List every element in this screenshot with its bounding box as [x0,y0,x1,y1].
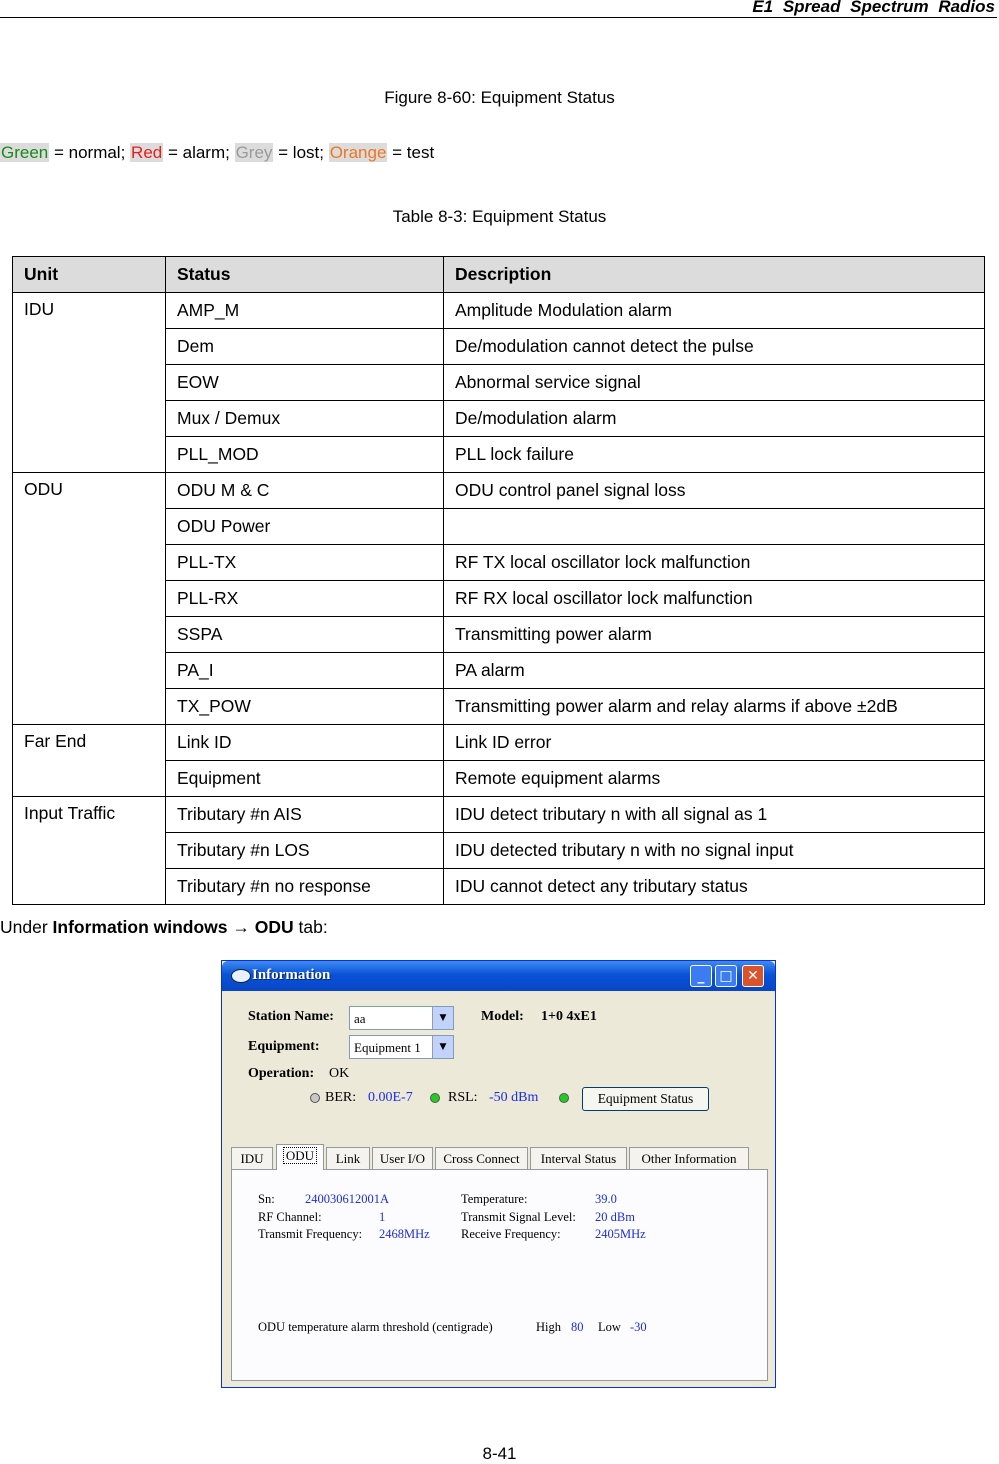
header-description: Description [444,257,985,293]
station-name-select[interactable] [349,1006,454,1030]
status-cell: PLL-RX [166,581,444,617]
station-name-label: Station Name: [248,1009,334,1024]
operation-label: Operation: [248,1066,315,1081]
description-cell: RF TX local oscillator lock malfunction [444,545,985,581]
status-cell: ODU Power [166,509,444,545]
status-cell: AMP_M [166,293,444,329]
status-cell: EOW [166,365,444,401]
status-cell: PLL_MOD [166,437,444,473]
chevron-down-icon[interactable]: ▼ [432,1036,453,1058]
table-row [13,725,985,761]
equipment-status-button[interactable]: Equipment Status [582,1087,709,1111]
header-unit: Unit [13,257,166,293]
tab-interval-status[interactable]: Interval Status [530,1147,627,1169]
description-cell: RF RX local oscillator lock malfunction [444,581,985,617]
page-number: 8-41 [482,1444,517,1463]
model-label: Model: [481,1009,524,1024]
figure-caption: Figure 8-60: Equipment Status [384,88,615,107]
ber-led-icon [310,1093,320,1103]
equipment-label: Equipment: [248,1039,320,1054]
description-cell: PLL lock failure [444,437,985,473]
rf-channel-label: RF Channel: [258,1210,322,1224]
description-cell: PA alarm [444,653,985,689]
legend-red-desc: = alarm; [163,143,235,162]
tab-user-io[interactable]: User I/O [372,1147,433,1169]
close-button[interactable]: ✕ [742,965,764,987]
description-cell: IDU detected tributary n with no signal input [444,833,985,869]
legend-grey-desc: = lost; [273,143,329,162]
legend-grey: Grey [235,143,273,162]
description-cell: IDU cannot detect any tributary status [444,869,985,905]
transmit-signal-level-label: Transmit Signal Level: [461,1210,576,1224]
table-caption: Table 8-3: Equipment Status [392,207,607,226]
station-name-value: aa [354,1011,366,1026]
high-label: High [536,1320,561,1334]
page-header [0,0,997,18]
status-cell: SSPA [166,617,444,653]
tab-link[interactable]: Link [326,1147,370,1169]
description-cell: Link ID error [444,725,985,761]
equipment-value: Equipment 1 [354,1040,421,1055]
ber-value: 0.00E-7 [368,1090,413,1105]
table-row [13,293,985,329]
legend-orange: Orange [329,143,387,162]
low-label: Low [598,1320,621,1334]
table-row [13,797,985,833]
legend-green: Green [1,143,49,162]
high-value: 80 [571,1320,584,1334]
equipment-select[interactable] [349,1035,454,1059]
chevron-down-icon[interactable]: ▼ [432,1007,453,1029]
description-cell: Transmitting power alarm [444,617,985,653]
minimize-button[interactable]: _ [690,965,712,987]
under-bold-odu: ODU [254,917,294,937]
rsl-label: RSL: [448,1090,478,1105]
under-bold-info: Information windows [52,917,228,937]
rsl-value: -50 dBm [489,1090,539,1105]
sn-value: 240030612001A [305,1192,390,1206]
rf-channel-value: 1 [379,1210,386,1224]
transmit-frequency-value: 2468MHz [379,1227,430,1241]
status-cell: Equipment [166,761,444,797]
dialog-titlebar[interactable] [222,961,775,991]
legend-red: Red [131,143,163,162]
tab-odu[interactable]: ODU [276,1144,324,1170]
unit-cell: IDU [13,293,166,473]
sn-label: Sn: [258,1192,275,1206]
status-cell: PLL-TX [166,545,444,581]
legend-green-desc: = normal; [49,143,131,162]
dialog-title: Information [252,967,331,983]
receive-frequency-value: 2405MHz [595,1227,646,1241]
status-cell: Tributary #n LOS [166,833,444,869]
description-cell: Abnormal service signal [444,365,985,401]
transmit-frequency-label: Transmit Frequency: [258,1227,363,1241]
unit-cell: Input Traffic [13,797,166,905]
receive-frequency-label: Receive Frequency: [461,1227,561,1241]
status-cell: TX_POW [166,689,444,725]
status-led-icon [559,1093,569,1103]
maximize-button[interactable]: □ [715,965,737,987]
temperature-label: Temperature: [461,1192,528,1206]
low-value: -30 [630,1320,647,1334]
app-eye-icon [231,969,251,983]
description-cell: IDU detect tributary n with all signal as 1 [444,797,985,833]
information-dialog [221,960,776,1388]
transmit-signal-level-value: 20 dBm [595,1210,635,1224]
color-legend [0,143,434,163]
ber-label: BER: [325,1090,357,1105]
threshold-label: ODU temperature alarm threshold (centigrade) [258,1320,493,1334]
arrow-icon: → [227,917,255,937]
table-header-row [13,257,985,293]
operation-value: OK [329,1066,350,1081]
legend-orange-desc: = test [387,143,435,162]
table-row [13,473,985,509]
tab-cross-connect[interactable]: Cross Connect [435,1147,528,1169]
description-cell: Transmitting power alarm and relay alarms if above ±2dB [444,689,985,725]
status-cell: Mux / Demux [166,401,444,437]
description-cell: Amplitude Modulation alarm [444,293,985,329]
status-cell: Tributary #n AIS [166,797,444,833]
description-cell: De/modulation cannot detect the pulse [444,329,985,365]
rsl-led-icon [430,1093,440,1103]
under-text: Under Information windows → ODU tab: [0,917,328,937]
model-value: 1+0 4xE1 [541,1009,597,1024]
description-cell: Remote equipment alarms [444,761,985,797]
status-cell: Link ID [166,725,444,761]
equipment-status-table [12,256,985,905]
description-cell: De/modulation alarm [444,401,985,437]
unit-cell: Far End [13,725,166,797]
unit-cell: ODU [13,473,166,725]
tab-other-information[interactable]: Other Information [629,1147,749,1169]
odu-panel [231,1169,768,1381]
status-cell: PA_I [166,653,444,689]
status-cell: Dem [166,329,444,365]
header-title: E1 Spread Spectrum Radios [752,0,995,16]
temperature-value: 39.0 [595,1192,617,1206]
status-cell: ODU M & C [166,473,444,509]
description-cell: ODU control panel signal loss [444,473,985,509]
status-cell: Tributary #n no response [166,869,444,905]
description-cell [444,509,985,545]
header-status: Status [166,257,444,293]
tab-idu[interactable]: IDU [231,1147,273,1169]
